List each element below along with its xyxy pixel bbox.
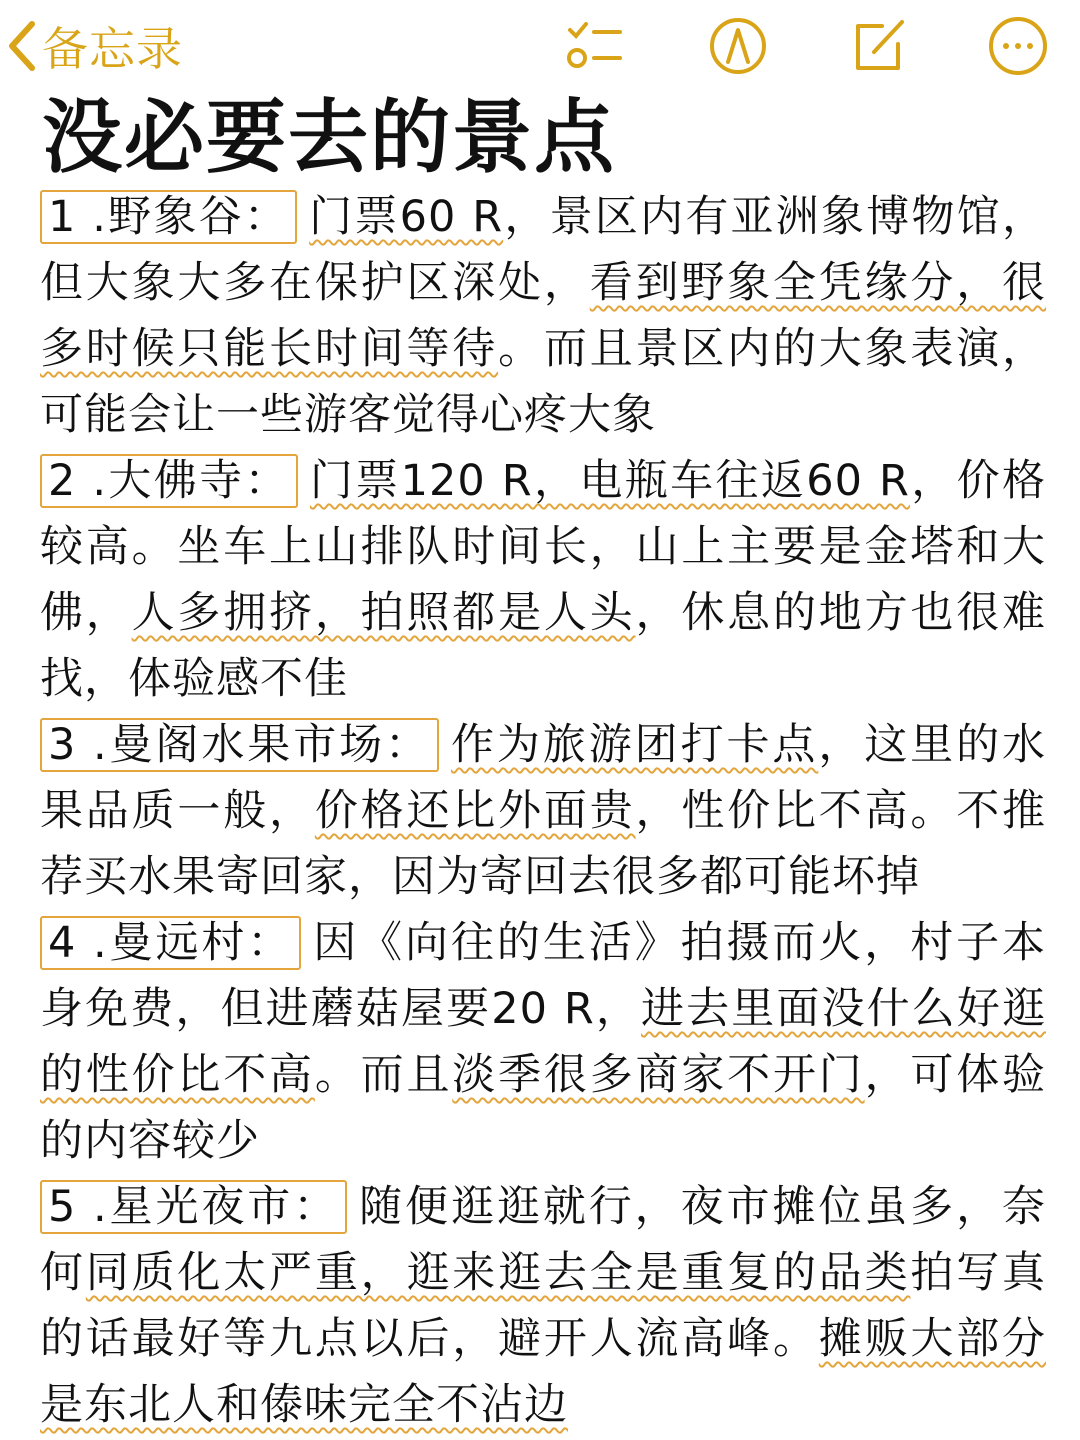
- item-text: ，性价比不高。不推荐买水果寄回家，因为寄回去很多都可能坏掉: [40, 786, 1047, 902]
- compose-icon: [848, 16, 908, 76]
- note-item-3: [40, 712, 1046, 910]
- checklist-button[interactable]: [562, 14, 626, 78]
- item-text: 因《向往的生活》拍摄而火，村子本身免费，但进蘑菇屋要20 R，: [40, 918, 1047, 1034]
- item-text: 看到野象全凭缘分，很多时候只能长时间等待: [40, 258, 1047, 374]
- item-text: 。而且景区内的大象表演，可能会让一些游客觉得心疼大象: [40, 324, 1047, 440]
- checklist-icon: [564, 16, 624, 76]
- toolbar: [0, 0, 1080, 92]
- item-heading: 2 .大佛寺：: [40, 454, 298, 508]
- back-label: 备忘录: [42, 22, 183, 76]
- note-item-2: [40, 448, 1046, 712]
- item-text: 摊贩大部分是东北人和傣味完全不沾边: [40, 1314, 1047, 1430]
- item-text: 拍写真的话最好等九点以后，避开人流高峰。: [40, 1248, 1047, 1364]
- item-text: ，这里的水果品质一般，: [40, 720, 1047, 836]
- item-text: 随便逛逛就行，夜市摊位虽多，奈何: [40, 1182, 1047, 1298]
- item-text: 门票120 R，电瓶车往返60 R: [309, 456, 910, 506]
- more-icon: [987, 15, 1049, 77]
- item-text: 作为旅游团打卡点: [450, 720, 819, 770]
- item-text: 门票60 R: [309, 192, 504, 242]
- item-heading: 3 .曼阁水果市场：: [40, 718, 439, 772]
- back-button[interactable]: [6, 14, 183, 78]
- markup-pen-icon: [708, 16, 768, 76]
- item-text: 。而且: [314, 1050, 453, 1100]
- note-title: 没必要去的景点: [42, 91, 616, 184]
- note-item-5: [40, 1174, 1046, 1438]
- note-item-4: [40, 910, 1046, 1174]
- item-text: 价格还比外面贵: [314, 786, 636, 836]
- item-text: 进去里面没什么好逛的性价比不高: [40, 984, 1047, 1100]
- note-body[interactable]: [40, 92, 1046, 1438]
- note-item-1: [40, 184, 1046, 448]
- item-heading: 4 .曼远村：: [40, 916, 301, 970]
- item-text: ，休息的地方也很难找，体验感不佳: [40, 588, 1047, 704]
- item-text: 同质化太严重，逛来逛去全是重复的品类: [85, 1248, 911, 1298]
- more-button[interactable]: [986, 14, 1050, 78]
- item-text: ，景区内有亚洲象博物馆，但大象大多在保护区深处，: [40, 192, 1046, 308]
- item-text: 人多拥挤，拍照都是人头: [131, 588, 636, 638]
- markup-button[interactable]: [706, 14, 770, 78]
- item-heading: 5 .星光夜市：: [40, 1180, 347, 1234]
- chevron-left-icon: [6, 18, 38, 74]
- item-text: 淡季很多商家不开门: [452, 1050, 865, 1100]
- item-heading: 1 .野象谷：: [40, 190, 297, 244]
- compose-button[interactable]: [846, 14, 910, 78]
- item-text: ，可体验的内容较少: [40, 1050, 1047, 1166]
- item-text: ，价格较高。坐车上山排队时间长，山上主要是金塔和大佛，: [40, 456, 1047, 638]
